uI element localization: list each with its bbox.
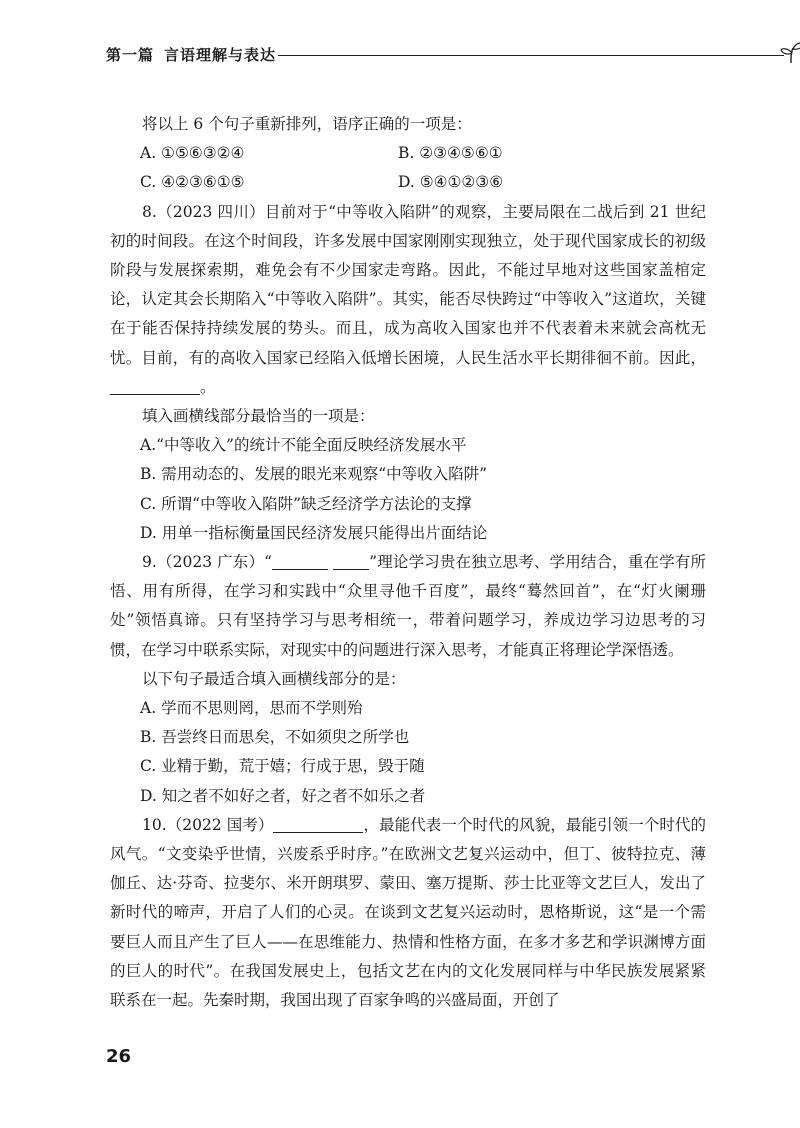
q8-option-c: C. 所谓“中等收入陷阱”缺乏经济学方法论的支撑 bbox=[140, 494, 472, 513]
q8-answer-blank bbox=[110, 376, 200, 395]
q7-option-d: D. ⑤④①②③⑥ bbox=[398, 173, 504, 192]
q7-option-c: C. ④②③⑥①⑤ bbox=[140, 173, 245, 192]
q8-prompt: 填入画横线部分最恰当的一项是： bbox=[142, 407, 375, 426]
q7-prompt: 将以上 6 个句子重新排列，语序正确的一项是： bbox=[142, 115, 472, 133]
q9-option-c: C. 业精于勤，荒于嬉；行成于思，毁于随 bbox=[140, 757, 425, 776]
q7-option-a: A. ①⑤⑥③②④ bbox=[140, 144, 245, 163]
q9-stem-mid: ” bbox=[369, 553, 378, 572]
q9-stem bbox=[110, 548, 706, 665]
q9-option-b: B. 吾尝终日而思矣，不如须臾之所学也 bbox=[140, 728, 410, 747]
header-rule bbox=[278, 55, 784, 56]
q7-options-row-1 bbox=[110, 139, 706, 168]
q10-stem-start: 10.（2022 国考） bbox=[142, 815, 274, 834]
q10-stem bbox=[110, 811, 706, 1015]
page-number: 26 bbox=[106, 1046, 132, 1067]
q7-options-row-2 bbox=[110, 168, 706, 197]
page-content bbox=[110, 110, 706, 1015]
q8-stem-end: 。 bbox=[200, 377, 216, 396]
q9-prompt: 以下句子最适合填入画横线部分的是： bbox=[142, 669, 406, 688]
q9-answer-blank-1 bbox=[272, 551, 328, 570]
q8-option-b: B. 需用动态的、发展的眼光来观察“中等收入陷阱” bbox=[140, 465, 488, 484]
q9-stem-start: 9.（2023 广东）“ bbox=[142, 553, 273, 572]
q9-option-a: A. 学而不思则罔，思而不学则殆 bbox=[140, 699, 363, 718]
q8-stem bbox=[110, 198, 706, 402]
q9-stem-rest: 理论学习贵在独立思考、学用结合，重在学有所悟、用有所得，在学习和实践中“众里寻他千百度”，最终“蓦然回首”，在“灯火阑珊处”领悟真谛。只有坚持学习与思考相统一，带着问题学习，养成边学习边思考的习惯，在学习中联系实际，对现实中的问题进行深入思考，才能真正将理论学深悟透。 bbox=[110, 553, 706, 659]
header-section-title: 言语理解与表达 bbox=[164, 46, 277, 64]
q8-option-a: A.“中等收入”的统计不能全面反映经济发展水平 bbox=[140, 436, 467, 455]
q9-answer-blank-2 bbox=[333, 551, 369, 570]
q10-stem-rest: ，最能代表一个时代的风貌，最能引领一个时代的风气。“文变染乎世情，兴废系乎时序。”在欧洲文艺复兴运动中，但丁、彼特拉克、薄伽丘、达·芬奇、拉斐尔、米开朗琪罗、蒙田、塞万提斯、莎士比亚等文艺巨人，发出了新时代的啼声，开启了人们的心灵。在谈到文艺复兴运动时，恩格斯说，这“是一个需要巨人而且产生了巨人——在思维能力、热情和性格方面，在多才多艺和学识渊博方面的巨人的时代”。在我国发展史上，包括文艺在内的文化发展同样与中华民族发展紧紧联系在一起。先秦时期，我国出现了百家争鸣的兴盛局面，开创了 bbox=[110, 815, 706, 1010]
q8-stem-text: 8.（2023 四川）目前对于“中等收入陷阱”的观察，主要局限在二战后到 21 世纪初的时间段。在这个时间段，许多发展中国家刚刚实现独立，处于现代国家成长的初级阶段与发展探索期，难免会有不少国家走弯路。因此，不能过早地对这些国家盖棺定论，认定其会长期陷入“中等收入陷阱”。其实，能否尽快跨过“中等收入”这道坎，关键在于能否保持持续发展的势头。而且，成为高收入国家也并不代表着未来就会高枕无忧。目前，有的高收入国家已经陷入低增长困境，人民生活水平长期徘徊不前。因此， bbox=[110, 202, 706, 367]
q9-option-d: D. 知之者不如好之者，好之者不如乐之者 bbox=[140, 786, 426, 805]
header-title bbox=[106, 44, 276, 65]
q10-answer-blank bbox=[273, 814, 363, 833]
q8-option-d: D. 用单一指标衡量国民经济发展只能得出片面结论 bbox=[140, 523, 488, 542]
page-header bbox=[106, 40, 706, 70]
header-part: 第一篇 bbox=[106, 46, 155, 64]
q7-option-b: B. ②③④⑤⑥① bbox=[398, 144, 503, 163]
sprout-icon bbox=[778, 40, 800, 64]
